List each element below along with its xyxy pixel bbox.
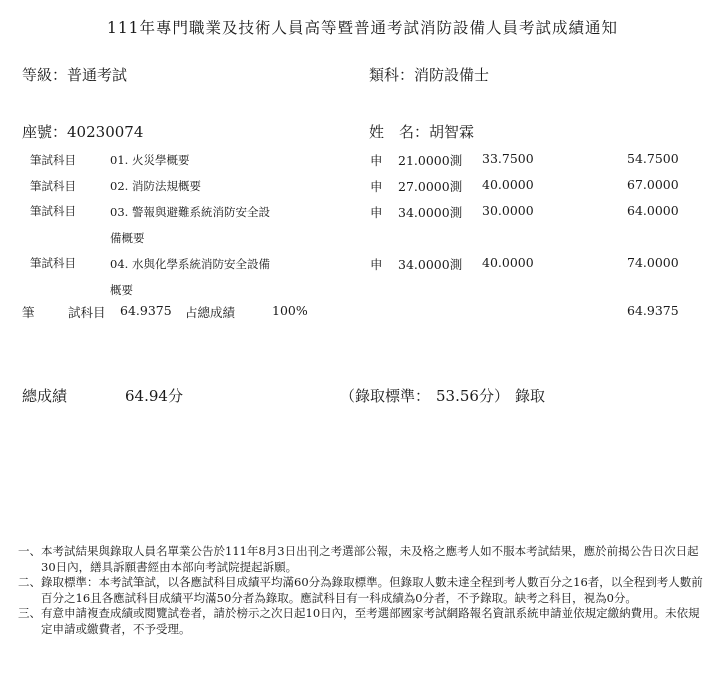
subject-name: 04. 水與化學系統消防安全設備 <box>110 257 270 271</box>
note-number: 三、 <box>18 606 41 620</box>
admission-standard <box>340 385 545 406</box>
notes <box>18 544 708 637</box>
subject-name-cont: 概要 <box>110 283 133 297</box>
category-field <box>369 64 489 85</box>
summary-c1: 筆 <box>22 305 35 320</box>
summary-value: 64.9375 <box>627 303 679 318</box>
subject-score2: 30.0000 <box>482 203 534 218</box>
subject-total: 64.0000 <box>627 203 679 218</box>
subject-score2: 40.0000 <box>482 255 534 270</box>
subject-name: 02. 消防法規概要 <box>110 179 201 193</box>
note-item <box>18 544 708 575</box>
subject-flag: 申 <box>370 153 383 168</box>
name-label: 姓 名： <box>369 123 430 141</box>
subject-score2: 40.0000 <box>482 177 534 192</box>
subject-flag: 申 <box>370 179 383 194</box>
grade-label: 等級： <box>22 66 68 84</box>
subject-type: 筆試科目 <box>30 204 76 218</box>
category-label: 類科： <box>369 66 415 84</box>
subject-score1: 34.0000測 <box>398 205 463 220</box>
subject-total: 67.0000 <box>627 177 679 192</box>
grade-field <box>22 64 127 85</box>
note-item <box>18 575 708 606</box>
subject-type: 筆試科目 <box>30 256 76 270</box>
standard-open: （錄取標準： <box>340 387 431 405</box>
subject-total: 54.7500 <box>627 151 679 166</box>
admission-result: 錄取 <box>514 387 545 405</box>
subject-score1: 34.0000測 <box>398 257 463 272</box>
subject-name: 03. 警報與避難系統消防安全設 <box>110 205 270 219</box>
category-value: 消防設備士 <box>414 66 490 84</box>
summary-percent: 100% <box>272 303 308 318</box>
summary-c2: 試科目 <box>68 305 106 320</box>
note-text: 錄取標準：本考試筆試，以各應試科目成績平均滿60分為錄取標準。但錄取人數未達全程到考人數百分之16者，以全程到考人數前百分之16且各應試科目成績平均滿50分者為錄取。應試科目有一科成績為0分者，不予錄取。缺考之科目，視為0分。 <box>41 575 703 605</box>
subject-name-cont: 備概要 <box>110 231 145 245</box>
summary-label: 占總成績 <box>185 305 236 320</box>
grade-value: 普通考試 <box>67 66 128 84</box>
page-title: 111年專門職業及技術人員高等暨普通考試消防設備人員考試成績通知 <box>106 19 619 37</box>
seat-value: 40230074 <box>67 123 144 141</box>
seat-label: 座號： <box>22 123 68 141</box>
subject-flag: 申 <box>370 205 383 220</box>
name-field <box>369 121 474 142</box>
note-text: 有意申請複查成績或閱覽試卷者，請於榜示之次日起10日內，至考選部國家考試網路報名資訊系統申請並依規定繳納費用。未依規定申請或繳費者，不予受理。 <box>41 606 700 636</box>
subject-name: 01. 火災學概要 <box>110 153 190 167</box>
standard-value: 53.56分） <box>436 387 509 405</box>
subject-type: 筆試科目 <box>30 153 76 167</box>
note-text: 本考試結果與錄取人員名單業公告於111年8月3日出刊之考選部公報，未及格之應考人如不服本考試結果，應於前揭公告日次日起30日內，繕具訴願書經由本部向考試院提起訴願。 <box>41 544 699 574</box>
total-label: 總成績 <box>22 387 68 405</box>
note-number: 二、 <box>18 575 41 589</box>
name-value: 胡智霖 <box>429 123 475 141</box>
subject-score1: 21.0000測 <box>398 153 463 168</box>
note-number: 一、 <box>18 544 41 558</box>
subject-flag: 申 <box>370 257 383 272</box>
subject-score2: 33.7500 <box>482 151 534 166</box>
note-item <box>18 606 708 637</box>
total-value: 64.94分 <box>125 387 183 405</box>
subject-score1: 27.0000測 <box>398 179 463 194</box>
subject-total: 74.0000 <box>627 255 679 270</box>
summary-average: 64.9375 <box>120 303 172 318</box>
subject-type: 筆試科目 <box>30 179 76 193</box>
seat-field <box>22 121 143 142</box>
